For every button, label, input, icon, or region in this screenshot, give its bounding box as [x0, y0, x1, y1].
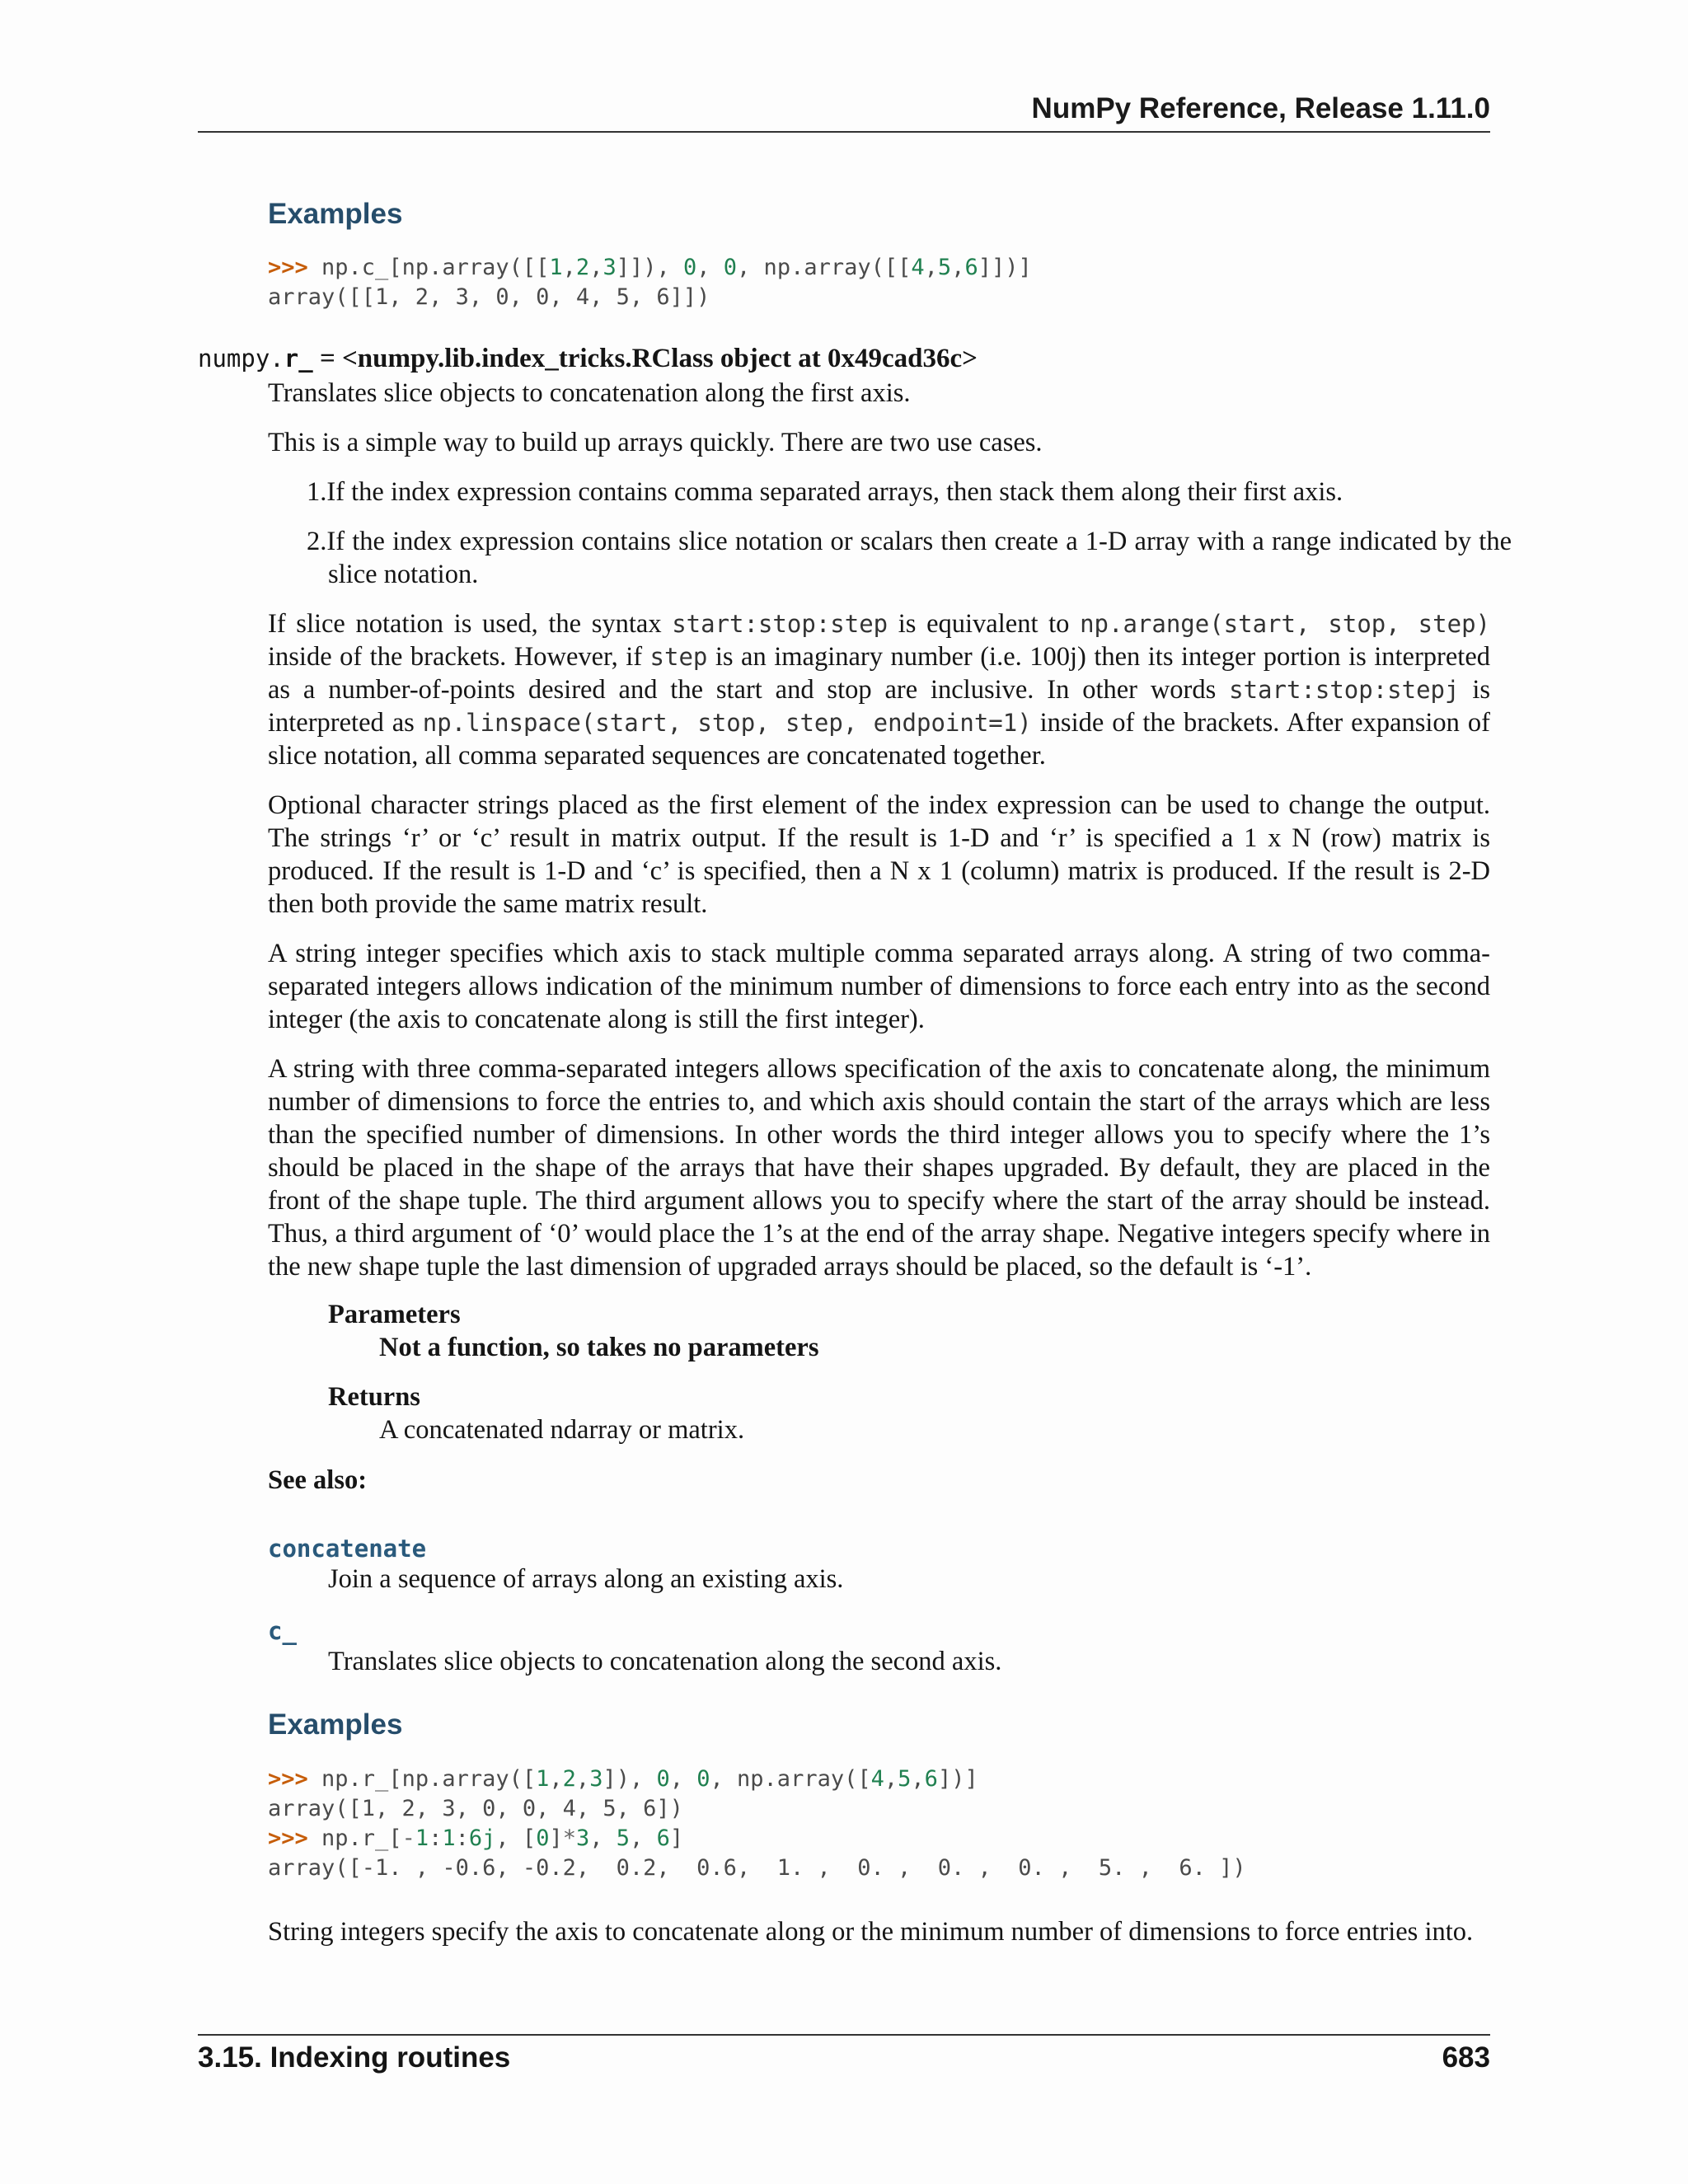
code-block-r: >>> np.r_[np.array([1,2,3]), 0, 0, np.array([4,5,6])] array([1, 2, 3, 0, 0, 4, 5, 6]) >>> np.r_[-1:1:6j, [0]*3, 5, 6] array([-1. , -0.6, -0.2, 0.2, 0.6, 1. , 0. , 0. , 0. , 5. , 6. ]) — [268, 1766, 1246, 1881]
closing-paragraph: String integers specify the axis to concatenate along or the minimum number of dimensions to force entries into. — [268, 1917, 1474, 1947]
slice-paragraph: If slice notation is used, the syntax start:stop:step is equivalent to np.arange(start, stop, step) inside of the brackets. However, if step is an imaginary number (i.e. 100j) then its integer portion is interpreted as a number-of-points desired and the start and stop are inclusive. In other words start:stop:stepj is interpreted as np.linspace(start, stop, step, endpoint=1) inside of the brackets. After expansion of slice notation, all comma separated sequences are concatenated together. — [268, 609, 1490, 771]
returns-body: A concatenated ndarray or matrix. — [379, 1415, 745, 1445]
parameters-label: Parameters — [328, 1300, 461, 1329]
see-also-title: See also: — [268, 1465, 368, 1495]
parameters-body: Not a function, so takes no parameters — [379, 1333, 819, 1362]
page-number: 683 — [1442, 2041, 1490, 2074]
summary: Translates slice objects to concatenation along the first axis. — [268, 378, 911, 408]
examples-heading-r: Examples — [268, 1708, 403, 1741]
use-case-item: 1.If the index expression contains comma separated arrays, then stack them along their first axis. — [307, 477, 1343, 507]
use-case-item: 2.If the index expression contains slice notation or scalars then create a 1-D array with a range indicated by the slice notation. — [307, 527, 1512, 589]
returns-label: Returns — [328, 1382, 420, 1412]
header-rule — [198, 131, 1490, 133]
examples-heading-c: Examples — [268, 198, 403, 230]
code-block-c: >>> np.c_[np.array([[1,2,3]]), 0, 0, np.array([[4,5,6]])] array([[1, 2, 3, 0, 0, 4, 5, 6]]) — [268, 255, 1032, 310]
see-also-link-concatenate[interactable]: concatenate — [268, 1535, 427, 1563]
running-header: NumPy Reference, Release 1.11.0 — [1031, 92, 1490, 124]
function-signature: numpy.r_ = <numpy.lib.index_tricks.RClass object at 0x49cad36c> — [198, 344, 978, 373]
code-prompt: >>> — [268, 1825, 308, 1851]
signature-name: r_ — [284, 344, 313, 373]
code-output: array([[1, 2, 3, 0, 0, 4, 5, 6]]) — [268, 284, 710, 310]
footer-rule — [198, 2034, 1490, 2036]
code-output: array([1, 2, 3, 0, 0, 4, 5, 6]) — [268, 1796, 683, 1821]
see-also-link-c[interactable]: c_ — [268, 1617, 297, 1645]
string-integer-paragraph: A string integer specifies which axis to stack multiple comma separated arrays along. A string of two comma-separated integers allows indication of the minimum number of dimensions to force each entry into as the second integer (the axis to concatenate along is still the first integer). — [268, 939, 1490, 1034]
optional-strings-paragraph: Optional character strings placed as the first element of the index expression can be used to change the output. The strings ‘r’ or ‘c’ result in matrix output. If the result is 1-D and ‘r’ is specified a 1 x N (row) matrix is produced. If the result is 1-D and ‘c’ is specified, then a N x 1 (column) matrix is produced. If the result is 2-D then both provide the same matrix result. — [268, 790, 1490, 919]
see-also-desc: Join a sequence of arrays along an existing axis. — [328, 1564, 844, 1594]
code-prompt: >>> — [268, 255, 308, 280]
code-prompt: >>> — [268, 1766, 308, 1792]
see-also-desc: Translates slice objects to concatenation along the second axis. — [328, 1647, 1002, 1676]
footer-section: 3.15. Indexing routines — [198, 2041, 511, 2074]
three-integers-paragraph: A string with three comma-separated integers allows specification of the axis to concatenate along, the minimum number of dimensions to force the entries to, and which axis should contain the start of the arrays which are less than the specified number of dimensions. In other words the third integer allows you to specify where the 1’s should be placed in the shape of the arrays that have their shapes upgraded. By default, they are placed in the front of the shape tuple. The third argument allows you to specify where the start of the array should be instead. Thus, a third argument of ‘0’ would place the 1’s at the end of the array shape. Negative integers specify where in the new shape tuple the last dimension of upgraded arrays should be placed, so the default is ‘-1’. — [268, 1054, 1490, 1282]
intro-paragraph: This is a simple way to build up arrays quickly. There are two use cases. — [268, 428, 1043, 457]
code-output: array([-1. , -0.6, -0.2, 0.2, 0.6, 1. , 0. , 0. , 0. , 5. , 6. ]) — [268, 1855, 1246, 1881]
